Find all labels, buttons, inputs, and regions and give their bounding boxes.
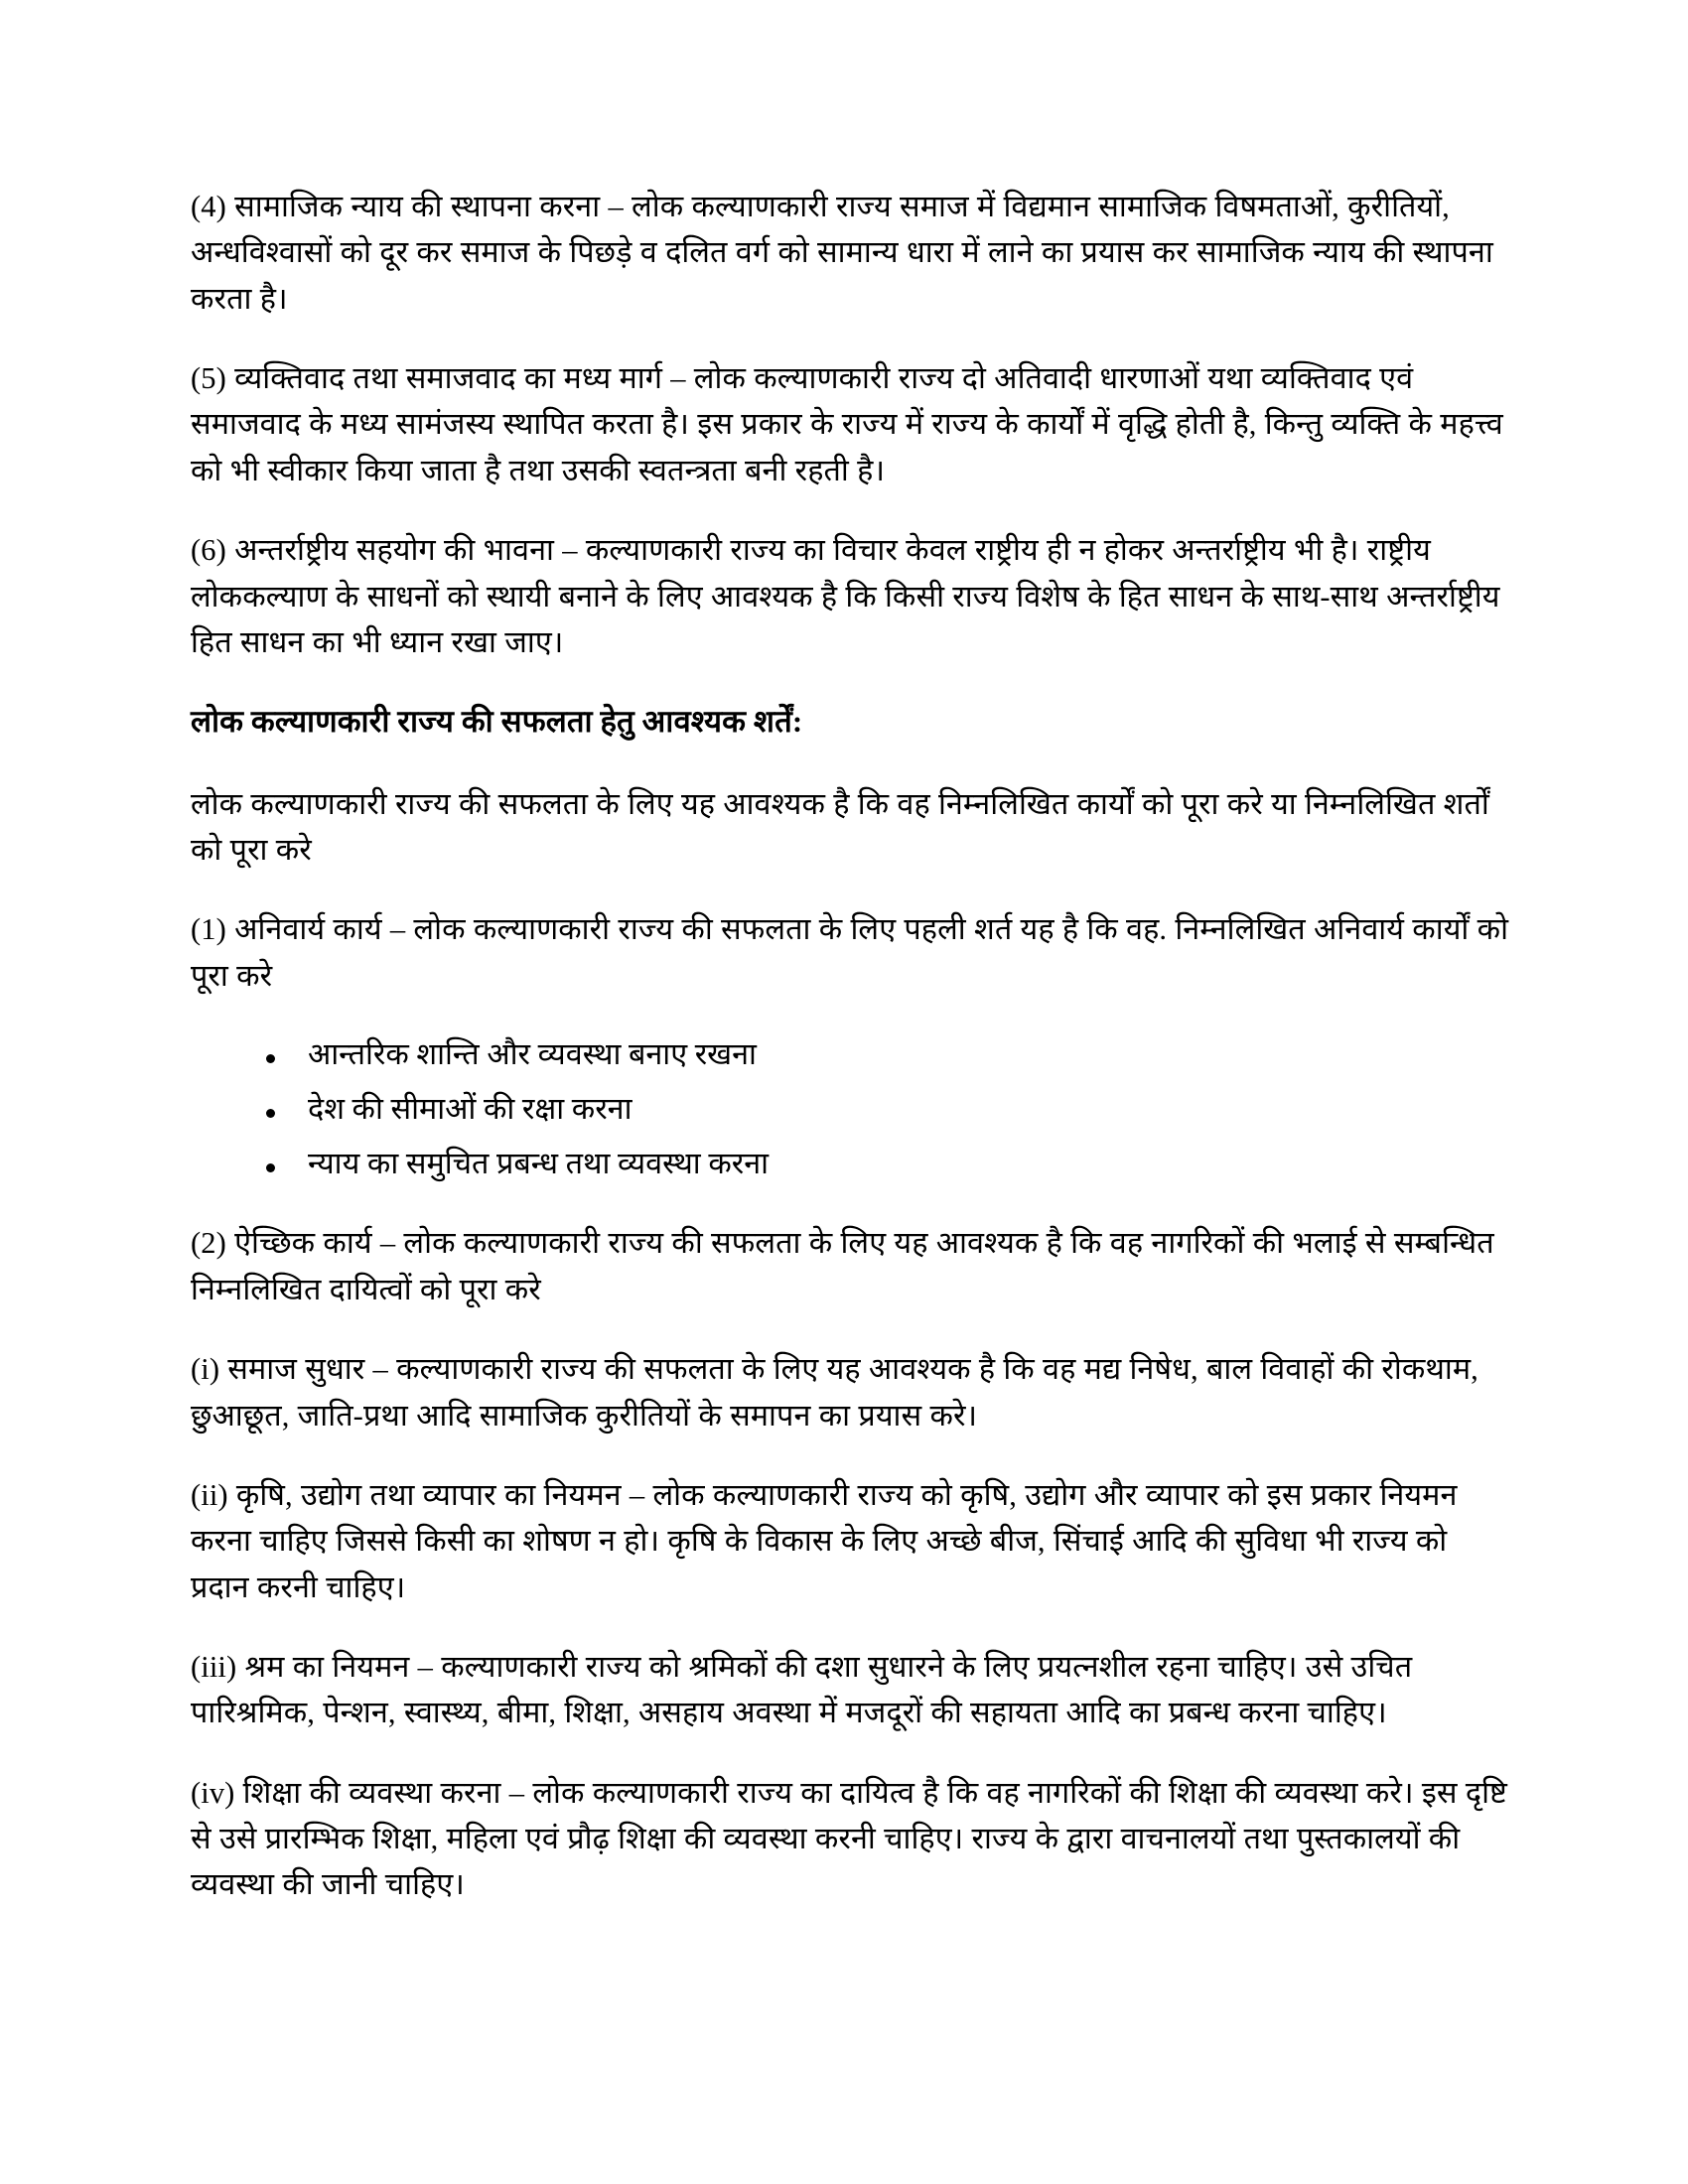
- document-body: [191, 184, 1511, 1908]
- paragraph-point-4: (4) सामाजिक न्याय की स्थापना करना – लोक कल्याणकारी राज्य समाज में विद्यमान सामाजिक विषमताओं, कुरीतियों, अन्धविश्वासों को दूर कर समाज के पिछड़े व दलित वर्ग को सामान्य धारा में लाने का प्रयास कर सामाजिक न्याय की स्थापना करता है।: [191, 190, 1493, 316]
- list-item: आन्तरिक शान्ति और व्यवस्था बनाए रखना: [266, 1032, 1511, 1078]
- list-item: न्याय का समुचित प्रबन्ध तथा व्यवस्था करना: [266, 1142, 1511, 1187]
- paragraph-sub-iv-education-arrangement: (iv) शिक्षा की व्यवस्था करना – लोक कल्याणकारी राज्य का दायित्व है कि वह नागरिकों की शिक्षा की व्यवस्था करे। इस दृष्टि से उसे प्रारम्भिक शिक्षा, महिला एवं प्रौढ़ शिक्षा की व्यवस्था करनी चाहिए। राज्य के द्वारा वाचनालयों तथा पुस्तकालयों की व्यवस्था की जानी चाहिए।: [191, 1775, 1507, 1902]
- list-item: देश की सीमाओं की रक्षा करना: [266, 1087, 1511, 1133]
- paragraph-sub-iii-labour-regulation: (iii) श्रम का नियमन – कल्याणकारी राज्य को श्रमिकों की दशा सुधारने के लिए प्रयत्नशील रहना चाहिए। उसे उचित पारिश्रमिक, पेन्शन, स्वास्थ्य, बीमा, शिक्षा, असहाय अवस्था में मजदूरों की सहायता आदि का प्रबन्ध करना चाहिए।: [191, 1649, 1413, 1730]
- paragraph-conditions-intro: लोक कल्याणकारी राज्य की सफलता के लिए यह आवश्यक है कि वह निम्नलिखित कार्यों को पूरा करे या निम्नलिखित शर्तों को पूरा करे: [191, 786, 1489, 868]
- paragraph-point-5: (5) व्यक्तिवाद तथा समाजवाद का मध्य मार्ग – लोक कल्याणकारी राज्य दो अतिवादी धारणाओं यथा व्यक्तिवाद एवं समाजवाद के मध्य सामंजस्य स्थापित करता है। इस प्रकार के राज्य में राज्य के कार्यों में वृद्धि होती है, किन्तु व्यक्ति के महत्त्व को भी स्वीकार किया जाता है तथा उसकी स्वतन्त्रता बनी रहती है।: [191, 361, 1503, 487]
- paragraph-condition-1-mandatory-duties: (1) अनिवार्य कार्य – लोक कल्याणकारी राज्य की सफलता के लिए पहली शर्त यह है कि वह. निम्नलिखित अनिवार्य कार्यों को पूरा करे: [191, 912, 1509, 993]
- paragraph-sub-ii-agriculture-industry-trade: (ii) कृषि, उद्योग तथा व्यापार का नियमन – लोक कल्याणकारी राज्य को कृषि, उद्योग और व्यापार को इस प्रकार नियमन करना चाहिए जिससे किसी का शोषण न हो। कृषि के विकास के लिए अच्छे बीज, सिंचाई आदि की सुविधा भी राज्य को प्रदान करनी चाहिए।: [191, 1477, 1458, 1604]
- paragraph-condition-2-optional-duties: (2) ऐच्छिक कार्य – लोक कल्याणकारी राज्य की सफलता के लिए यह आवश्यक है कि वह नागरिकों की भलाई से सम्बन्धित निम्नलिखित दायित्वों को पूरा करे: [191, 1226, 1494, 1306]
- paragraph-point-6: (6) अन्तर्राष्ट्रीय सहयोग की भावना – कल्याणकारी राज्य का विचार केवल राष्ट्रीय ही न होकर अन्तर्राष्ट्रीय भी है। राष्ट्रीय लोककल्याण के साधनों को स्थायी बनाने के लिए आवश्यक है कि किसी राज्य विशेष के हित साधन के साथ-साथ अन्तर्राष्ट्रीय हित साधन का भी ध्यान रखा जाए।: [191, 533, 1500, 659]
- heading-necessary-conditions: लोक कल्याणकारी राज्य की सफलता हेतु आवश्यक शर्तें:: [191, 704, 803, 740]
- paragraph-sub-i-social-reform: (i) समाज सुधार – कल्याणकारी राज्य की सफलता के लिए यह आवश्यक है कि वह मद्य निषेध, बाल विवाहों की रोकथाम, छुआछूत, जाति-प्रथा आदि सामाजिक कुरीतियों के समापन का प्रयास करे।: [191, 1352, 1478, 1433]
- mandatory-duties-list: [191, 1032, 1511, 1186]
